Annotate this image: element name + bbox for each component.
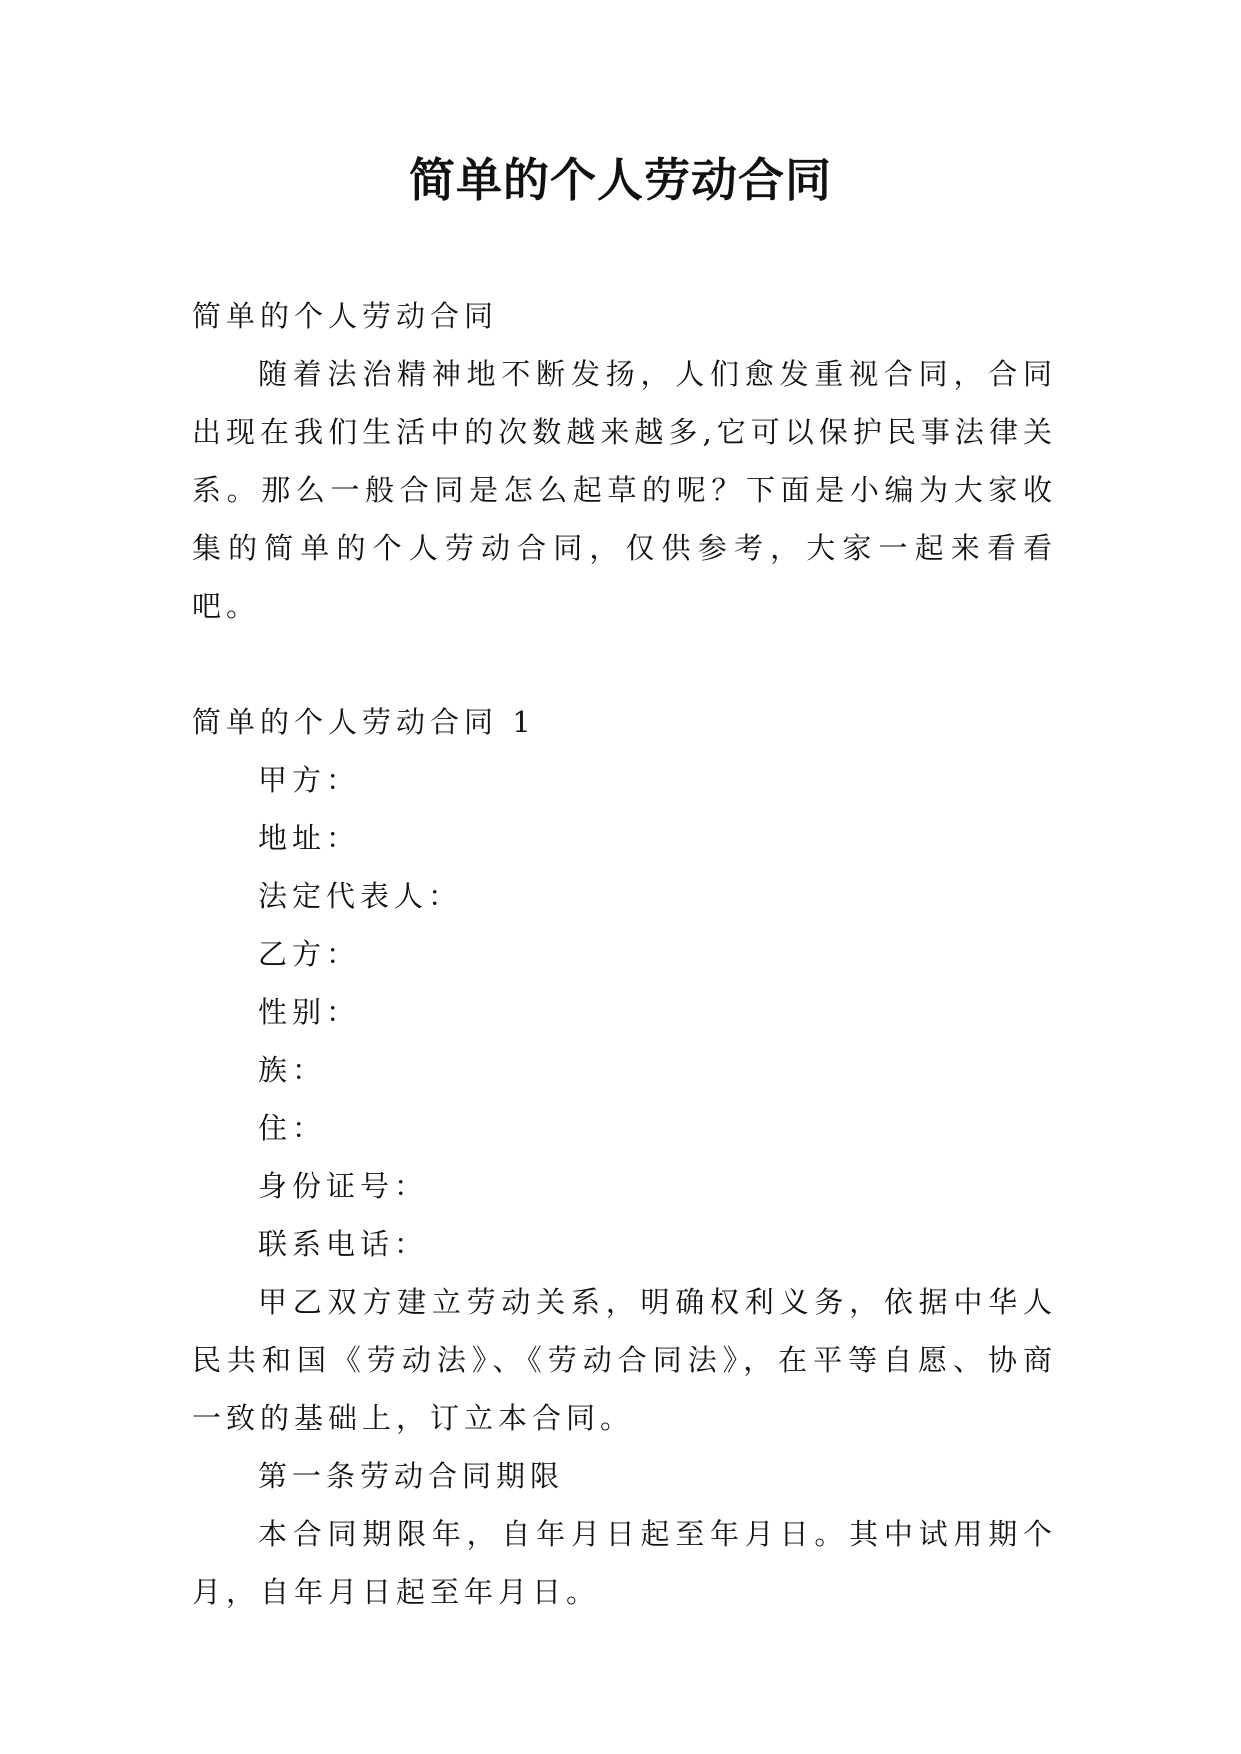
field-party-a: 甲方： (258, 763, 361, 797)
document-title: 简单的个人劳动合同 (409, 153, 832, 207)
document-body (192, 287, 1057, 1621)
article-1-body: 本合同期限年，自年月日起至年月日。其中试用期个月，自年月日起至年月日。 (192, 1517, 1057, 1609)
spacer (192, 635, 1057, 693)
field-ethnicity: 族： (258, 1053, 327, 1087)
preamble-paragraph: 甲乙双方建立劳动关系，明确权利义务，依据中华人民共和国《劳动法》、《劳动合同法》，在平等自愿、协商一致的基础上，订立本合同。 (192, 1285, 1057, 1435)
field-party-b: 乙方： (258, 937, 361, 971)
intro-paragraph: 随着法治精神地不断发扬，人们愈发重视合同，合同出现在我们生活中的次数越来越多,它可以保护民事法律关系。那么一般合同是怎么起草的呢？下面是小编为大家收集的简单的个人劳动合同，仅供参考，大家一起来看看吧。 (192, 357, 1057, 623)
field-legal-representative: 法定代表人： (258, 879, 463, 913)
field-id-number: 身份证号： (258, 1169, 429, 1203)
field-phone: 联系电话： (258, 1227, 429, 1261)
section-heading: 简单的个人劳动合同 1 (192, 705, 536, 739)
article-1-title: 第一条劳动合同期限 (258, 1459, 565, 1493)
field-residence: 住： (258, 1111, 327, 1145)
field-gender: 性别： (258, 995, 361, 1029)
subtitle: 简单的个人劳动合同 (192, 299, 499, 333)
field-address: 地址： (258, 821, 361, 855)
